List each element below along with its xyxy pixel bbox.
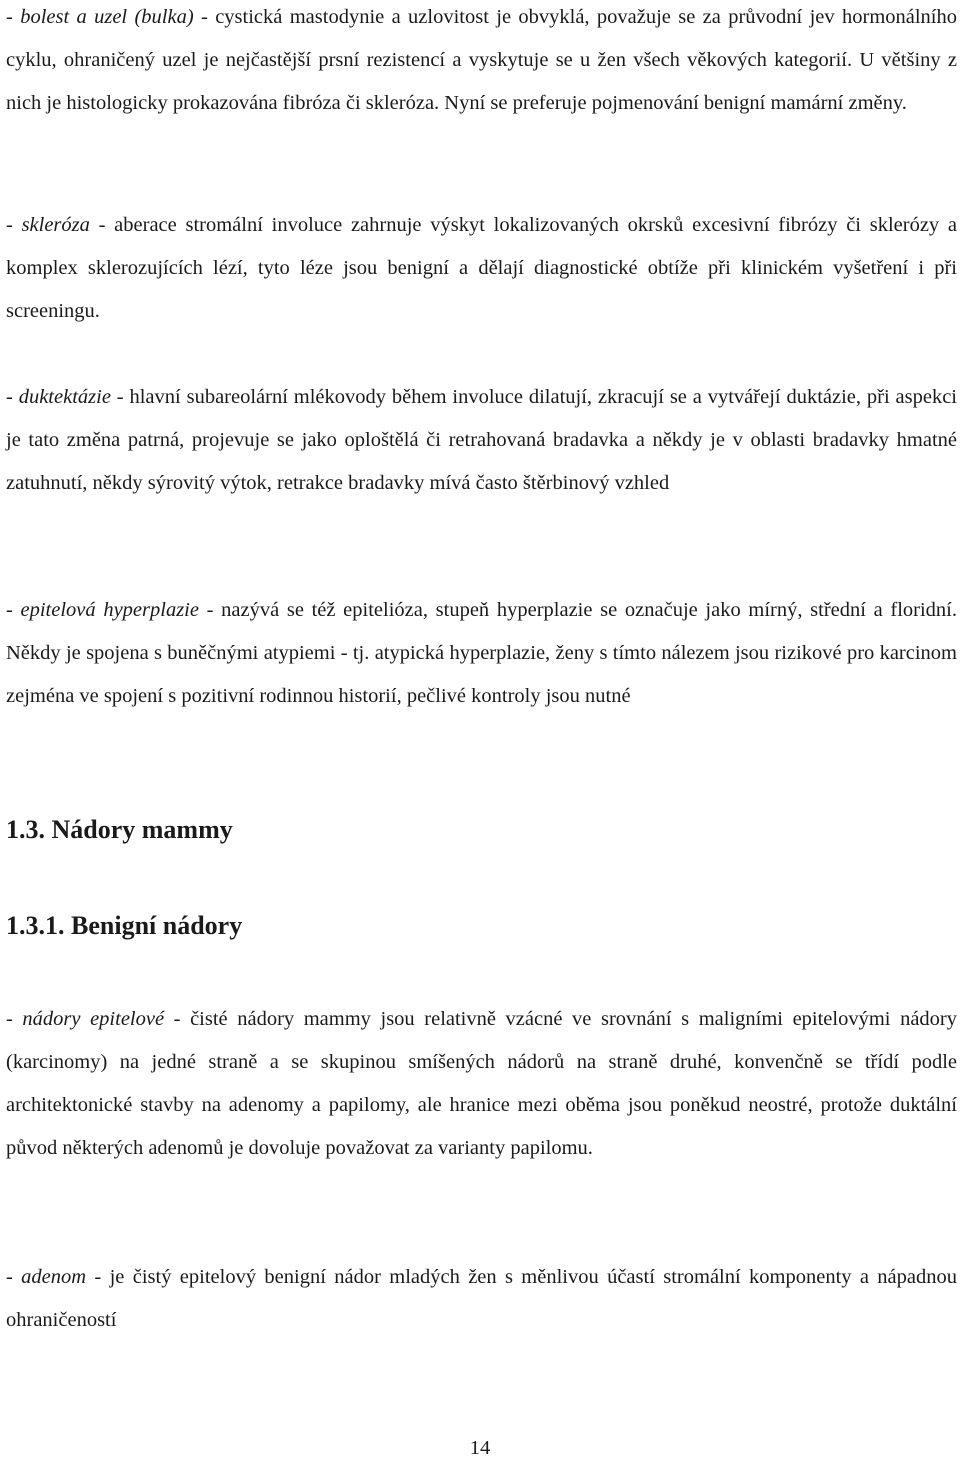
section-heading-nadory-mammy: 1.3. Nádory mammy — [6, 815, 233, 844]
list-dash: - — [6, 599, 21, 621]
paragraph-text: - aberace stromální involuce zahrnuje výskyt lokalizovaných okrsků excesivní fibrózy či sklerózy a komplex sklerozujících lézí, tyto léze jsou benigní a dělají diagnostické obtíže při klinickém vyšetření i při screeningu. — [6, 214, 958, 322]
paragraph-skleroza — [6, 204, 957, 333]
paragraph-nadory-epitelove — [6, 998, 957, 1170]
paragraph-bolest-a-uzel — [6, 0, 957, 125]
list-dash: - — [6, 1008, 23, 1030]
paragraph-duktektazie — [6, 376, 957, 505]
list-dash: - — [6, 1266, 22, 1288]
paragraph-text: - cystická mastodynie a uzlovitost je obvyklá, považuje se za průvodní jev hormonálního cyklu, ohraničený uzel je nejčastější prsní rezistencí a vyskytuje se u žen všech věkových kategorií. U většiny z nich je histologicky prokazována fibróza či skleróza. Nyní se preferuje pojmenování benigní mamární změny. — [6, 6, 957, 114]
list-dash: - — [6, 386, 19, 408]
list-dash: - — [6, 214, 22, 236]
term-adenom: adenom — [21, 1266, 87, 1288]
subsection-heading-benigni-nadory: 1.3.1. Benigní nádory — [6, 911, 243, 940]
paragraph-epitelova-hyperplazie — [6, 589, 957, 718]
paragraph-text: - je čistý epitelový benigní nádor mladých žen s měnlivou účastí stromální komponenty a nápadnou ohraničeností — [6, 1266, 957, 1331]
term-bolest-a-uzel: bolest a uzel (bulka) — [20, 6, 194, 28]
page-number: 14 — [469, 1437, 491, 1459]
paragraph-text: - hlavní subareolární mlékovody během involuce dilatují, zkracují se a vytvářejí duktázie, při aspekci je tato změna patrná, projevuje se jako oploštělá či retrahovaná bradavka a někdy je v oblasti bradavky hmatné zatuhnutí, někdy sýrovitý výtok, retrakce bradavky mívá často štěrbinový vzhled — [6, 386, 957, 494]
paragraph-adenom — [6, 1256, 957, 1342]
paragraph-text: - nazývá se též epitelióza, stupeň hyperplazie se označuje jako mírný, střední a floridní. Někdy je spojena s buněčnými atypiemi - tj. atypická hyperplazie, ženy s tímto nálezem jsou rizikové pro karcinom zejména ve spojení s pozitivní rodinnou historií, pečlivé kontroly jsou nutné — [6, 599, 957, 707]
list-dash: - — [6, 6, 21, 28]
term-duktektazie: duktektázie — [18, 386, 111, 408]
term-epitelova-hyperplazie: epitelová hyperplazie — [20, 599, 199, 621]
term-nadory-epitelove: nádory epitelové — [22, 1008, 165, 1030]
term-skleroza: skleróza — [21, 214, 90, 236]
paragraph-text: - čisté nádory mammy jsou relativně vzácné ve srovnání s maligními epitelovými nádory (karcinomy) na jedné straně a se skupinou smíšených nádorů na straně druhé, konvenčně se třídí podle architektonické stavby na adenomy a papilomy, ale hranice mezi oběma jsou poněkud neostré, protože duktální původ některých adenomů je dovoluje považovat za varianty papilomu. — [6, 1008, 958, 1159]
